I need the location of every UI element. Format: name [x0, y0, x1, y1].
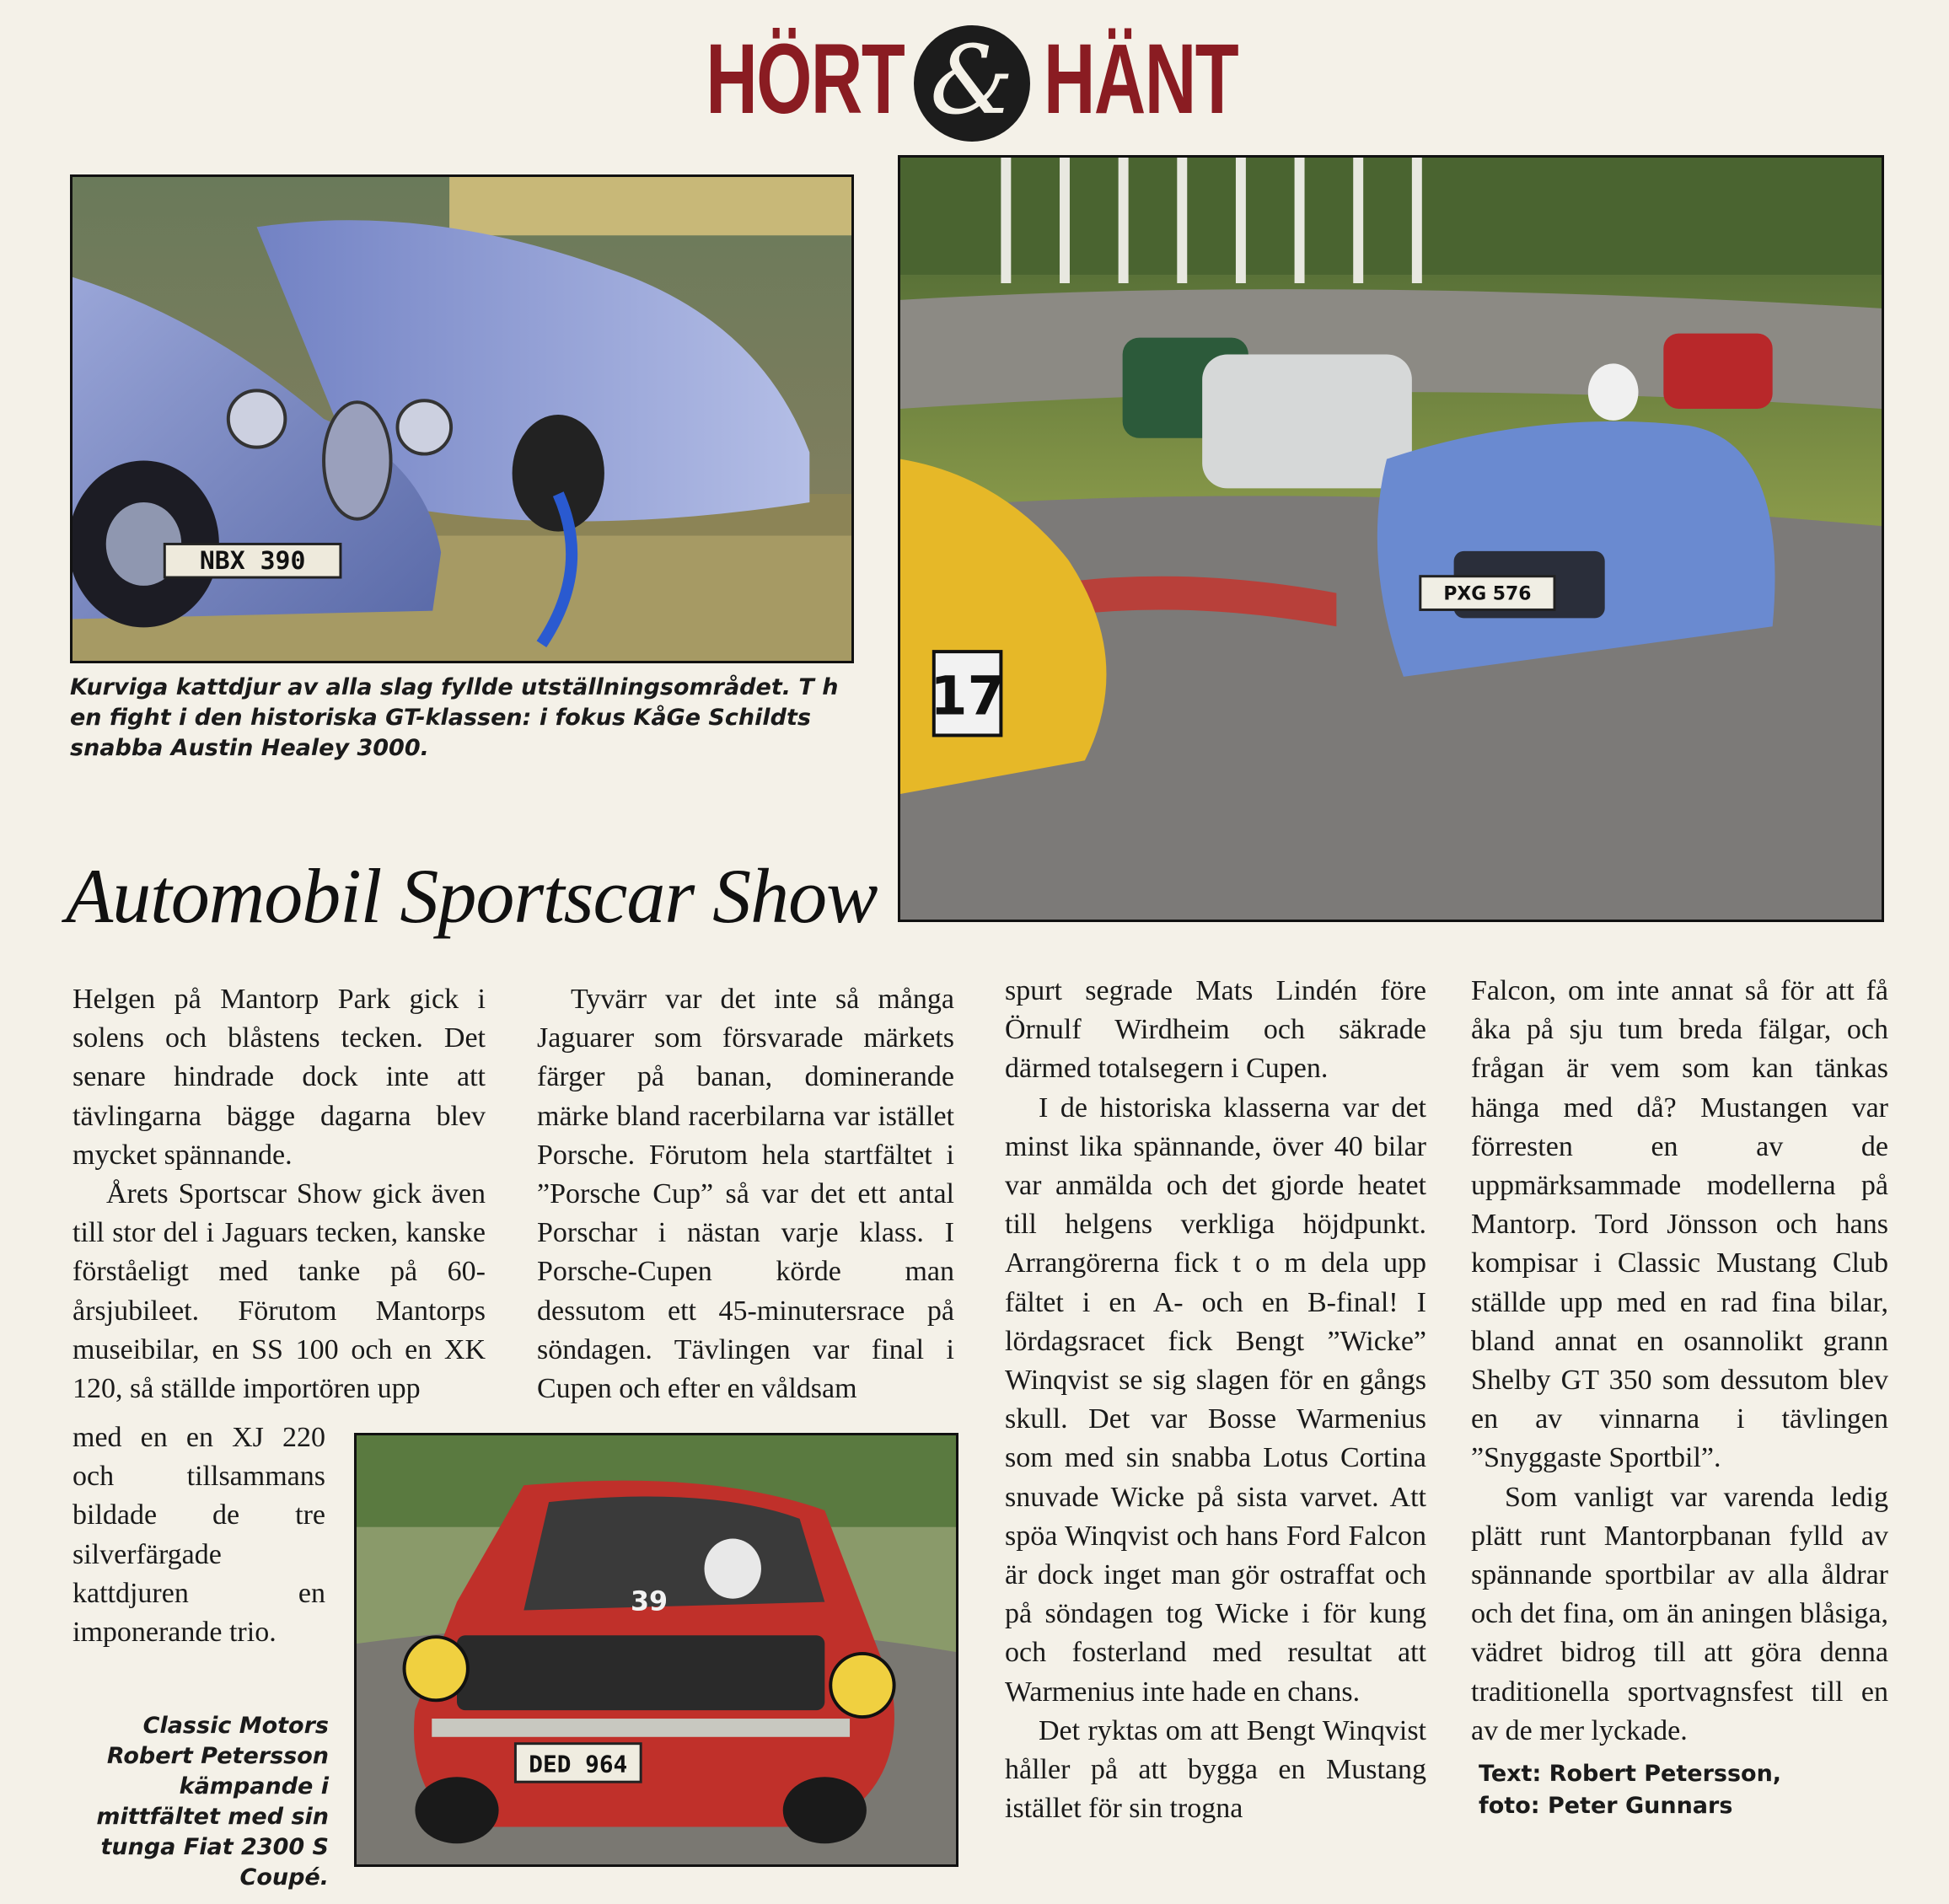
- col3-paragraph-2: I de historiska klasserna var det minst lika spännande, över 40 bilar var anmälda och det gjorde heatet till helgens verkliga höjdpunkt. Arrangörerna fick t o m dela upp fältet i en A- och en B-final! I lördagsracet fick Bengt ”Wicke” Winqvist se sig slagen för en gångs skull. Det var Bosse Warmenius som med sin snabba Lotus Cortina snuvade Wicke på sista varvet. Att spöa Winqvist och hans Ford Falcon är dock inget man gör ostraffat och på söndagen tog Wicke i för kung och fosterland med resultat att Warmenius inte hade en chans.: [1005, 1091, 1426, 1708]
- photo-fiat: [354, 1433, 958, 1867]
- photo-race: [898, 155, 1884, 922]
- col4-paragraph-1: Falcon, om inte annat så för att få åka på sju tum breda fälgar, och frågan är vem som kan tänkas hänga med då? Mustangen var förresten en av de uppmärksammade modellerna på Mantorp. Tord Jönsson och hans kompisar i Classic Mustang Club ställde upp med en rad fina bilar, bland annat en osannolikt grann Shelby GT 350 som dessutom blev en av vinnarna i tävlingen ”Snyggaste Sportbil”.: [1471, 975, 1888, 1474]
- photo-jaguars: [70, 174, 854, 663]
- header-right-word: HÄNT: [1044, 24, 1238, 135]
- race-number-39: 39: [631, 1586, 668, 1617]
- column-4: [1471, 972, 1888, 1751]
- plate-nbx: NBX 390: [199, 546, 306, 577]
- section-header: [0, 25, 1949, 135]
- column-3: [1005, 972, 1426, 1828]
- ampersand-glyph: &: [930, 26, 1014, 136]
- credit-photo: foto: Peter Gunnars: [1479, 1793, 1733, 1819]
- plate-pxg: PXG 576: [1443, 583, 1532, 605]
- article-headline: Automobil Sportscar Show: [66, 853, 878, 939]
- credit-text: Text: Robert Petersson,: [1479, 1761, 1782, 1787]
- col1-paragraph-2: Årets Sportscar Show gick även till stor del i Jaguars tecken, kanske förståeligt med tanke på 60-årsjubileet. Förutom Mantorps museibilar, en SS 100 och en XK 120, så ställde importören upp: [72, 1178, 486, 1405]
- col1-paragraph-2-cont: med en en XJ 220 och tillsammans bildade de tre silverfärgade kattdjuren en imponerande trio.: [72, 1422, 325, 1649]
- col3-paragraph-1: spurt segrade Mats Lindén före Örnulf Wirdheim och säkrade därmed totalsegern i Cupen.: [1005, 975, 1426, 1085]
- col2-paragraph-1: Tyvärr var det inte så många Jaguarer som försvarade märkets färger på banan, dominerande märke bland racerbilarna var istället Porsche. Förutom hela startfältet i ”Porsche Cup” så var det ett antal Porschar i nästan varje klass. I Porsche-Cupen körde man dessutom ett 45-minutersrace på söndagen. Tävlingen var final i Cupen och efter en våldsam: [537, 984, 954, 1405]
- caption-bottom: Classic Motors Robert Petersson kämpande i mittfältet med sin tunga Fiat 2300 S Coupé.: [96, 1713, 329, 1891]
- column-2: [537, 980, 954, 1408]
- ampersand-badge: [914, 25, 1030, 142]
- col3-paragraph-3: Det ryktas om att Bengt Winqvist håller på att bygga en Mustang istället för sin trogna: [1005, 1714, 1426, 1825]
- column-1: [72, 980, 486, 1408]
- header-left-word: HÖRT: [706, 24, 904, 135]
- column-1-continued: [72, 1419, 325, 1652]
- col1-paragraph-1: Helgen på Mantorp Park gick i solens och blåstens tecken. Det senare hindrade dock inte att tävlingarna bägge dagarna blev mycket spännande.: [72, 984, 486, 1171]
- caption-top: Kurviga kattdjur av alla slag fyllde utställningsområdet. T h en fight i den historiska GT-klassen: i fokus KåGe Schildts snabba Austin Healey 3000.: [70, 674, 839, 761]
- col4-paragraph-2: Som vanligt var varenda ledig plätt runt Mantorpbanan fylld av spännande sportbilar av alla åldrar och det fina, om än aningen blåsiga, vädret bidrog till att göra denna traditionella sportvagnsfest till en av de mer lyckade.: [1471, 1481, 1888, 1746]
- plate-ded: DED 964: [529, 1750, 628, 1778]
- race-number-17: 17: [930, 665, 1005, 728]
